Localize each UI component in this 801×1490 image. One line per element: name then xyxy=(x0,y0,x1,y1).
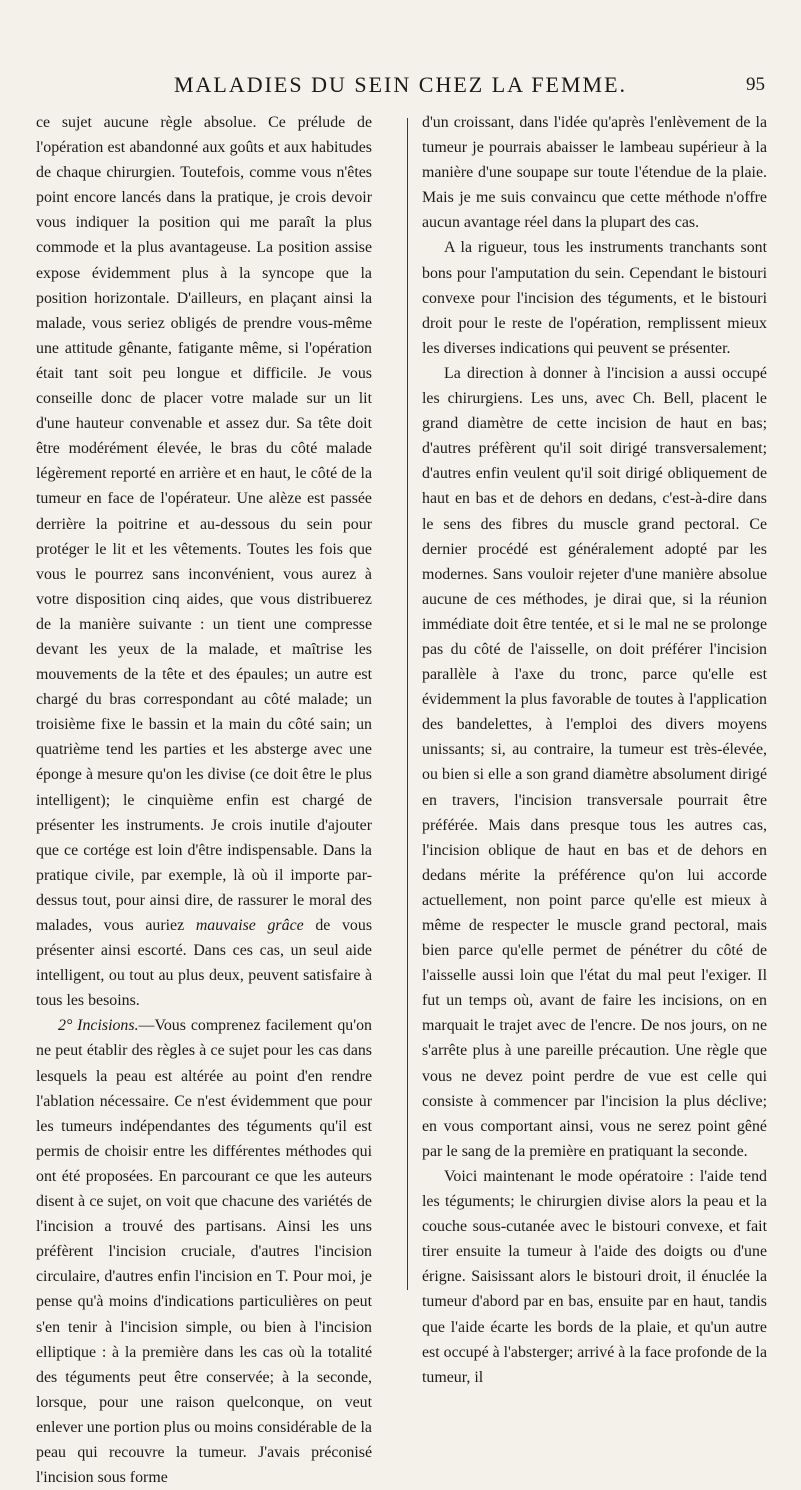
running-head xyxy=(0,62,801,102)
paragraph-direction: La direction à donner à l'incision a aussi occupé les chirurgiens. Les uns, avec Ch. Bell, placent le grand diamètre de cette incision de haut en bas; d'autres préfèrent qu'il soit dirigé transversalement; d'autres enfin veulent qu'il soit dirigé obliquement de haut en bas et de dehors en dedans, c'est-à-dire dans le sens des fibres du muscle grand pectoral. Ce dernier procédé est généralement adopté par les modernes. Sans vouloir rejeter d'une manière absolue aucune de ces méthodes, je dirai que, si la réunion immédiate doit être tentée, et si le mal ne se prolonge pas du côté de l'aisselle, on doit préférer l'incision parallèle à l'axe du tronc, parce qu'elle est évidemment la plus favorable de toutes à l'application des bandelettes, à l'emploi des divers moyens unissants; si, au contraire, la tumeur est très-élevée, ou bien si elle a son grand diamètre absolument dirigé en travers, l'incision transversale pourrait être préférée. Mais dans presque tous les autres cas, l'incision oblique de haut en bas et de dehors en dedans mérite la préférence qu'on lui accorde actuellement, non point parce qu'elle est mieux à même de respecter le muscle grand pectoral, mais bien parce qu'elle permet de pénétrer du côté de l'aisselle aussi loin que l'état du mal peut l'exiger. Il fut un temps où, avant de faire les incisions, on en marquait le trajet avec de l'encre. De nos jours, on ne s'arrête plus à une pareille précaution. Une règle que vous ne devez point perdre de vue est celle qui consiste à commencer par l'incision la plus déclive; en vous comportant ainsi, vous ne serez point gêné par le sang de la première en pratiquant la seconde. xyxy=(422,364,767,1160)
paragraph-incisions xyxy=(36,1013,372,1490)
section-label: 2° Incisions. xyxy=(58,1017,139,1035)
paragraph-text: —Vous comprenez facilement qu'on ne peut établir des règles à ce sujet pour les cas dans lesquels la peau est altérée au point d'en rendre l'ablation nécessaire. Ce n'est évidemment que pour les tumeurs indépendantes des téguments qu'il est permis de choisir entre les différentes méthodes qui ont été proposées. En parcourant ce que les auteurs disent à ce sujet, on voit que chacune des variétés de l'incision a trouvé des partisans. Ainsi les uns préfèrent l'incision cruciale, d'autres l'incision circulaire, d'autres enfin l'incision en T. Pour moi, je pense qu'à moins d'indications particulières on peut s'en tenir à l'incision simple, ou bien à l'incision elliptique : à la première dans les cas où la totalité des téguments peut être conservée; à la seconde, lorsque, pour une raison quelconque, on veut enlever une portion plus ou moins considérable de la peau qui recouvre la tumeur. J'avais préconisé l'incision sous forme xyxy=(36,1017,372,1487)
paragraph-text: ce sujet aucune règle absolue. Ce prélude de l'opération est abandonné aux goûts et aux habitudes de chaque chirurgien. Toutefois, comme vous n'êtes point encore lancés dans la pratique, je crois devoir vous indiquer la position qui me paraît la plus commode et la plus avantageuse. La position assise expose évidemment plus à la syncope que la position horizontale. D'ailleurs, en plaçant ainsi la malade, vous seriez obligés de prendre vous-même une attitude gênante, fatigante même, si l'opération était tant soit peu longue et difficile. Je vous conseille donc de placer votre malade sur un lit d'une hauteur convenable et assez dur. Sa tête doit être modérément élevée, le bras du côté malade légèrement reporté en arrière et en haut, le côté de la tumeur en face de l'opérateur. Une alèze est passée derrière la poitrine et au-dessous du sein pour protéger le lit et les vêtements. Toutes les fois que vous le pourrez sans inconvénient, vous aurez à votre disposition cinq aides, que vous distribuerez de la manière suivante : un tient une compresse devant les yeux de la malade, et maîtrise les mouvements de la tête et des épaules; un autre est chargé du bras correspondant au côté malade; un troisième fixe le bassin et la main du côté sain; un quatrième tend les parties et les absterge avec une éponge à mesure qu'on les divise (ce doit être le plus intelligent); le cinquième enfin est chargé de présenter les instruments. Je crois inutile d'ajouter que ce cortége est loin d'être indispensable. Dans la pratique civile, par exemple, là où il importe par-dessus tout, pour ainsi dire, de rassurer le moral des malades, vous auriez xyxy=(36,114,372,934)
italic-phrase: mauvaise grâce xyxy=(195,917,304,934)
page-title: MALADIES DU SEIN CHEZ LA FEMME. xyxy=(173,72,628,97)
left-column xyxy=(36,110,372,1490)
paragraph-text: de vous présenter ainsi escorté. Dans ces cas, un seul aide intelligent, ou tout au plus deux, peuvent satisfaire à tous les besoins. xyxy=(36,917,373,1010)
page-number: 95 xyxy=(746,74,765,95)
paragraph-instruments: A la rigueur, tous les instruments tranchants sont bons pour l'amputation du sein. Cependant le bistouri convexe pour l'incision des téguments, et le bistouri droit pour le reste de l'opération, remplissent mieux les diverses indications qui peuvent se présenter. xyxy=(422,239,767,357)
column-divider xyxy=(407,118,408,1290)
paragraph-procedure: Voici maintenant le mode opératoire : l'aide tend les téguments; le chirurgien divise alors la peau et la couche sous-cutanée avec le bistouri convexe, et fait tirer ensuite la tumeur à l'aide des doigts ou d'une érigne. Saisissant alors le bistouri droit, il énuclée la tumeur d'abord par en bas, ensuite par en haut, tandis que l'aide écarte les bords de la plaie, et qu'un autre est occupé à l'absterger; arrivé à la face profonde de la tumeur, il xyxy=(422,1167,767,1386)
paragraph-crescent: d'un croissant, dans l'idée qu'après l'enlèvement de la tumeur je pourrais abaisser le lambeau supérieur à la manière d'une soupape sur toute l'étendue de la plaie. Mais je me suis convaincu que cette méthode n'offre aucun avantage réel dans la plupart des cas. xyxy=(422,114,767,232)
right-column xyxy=(422,110,767,1390)
paragraph-positioning xyxy=(36,110,372,1013)
